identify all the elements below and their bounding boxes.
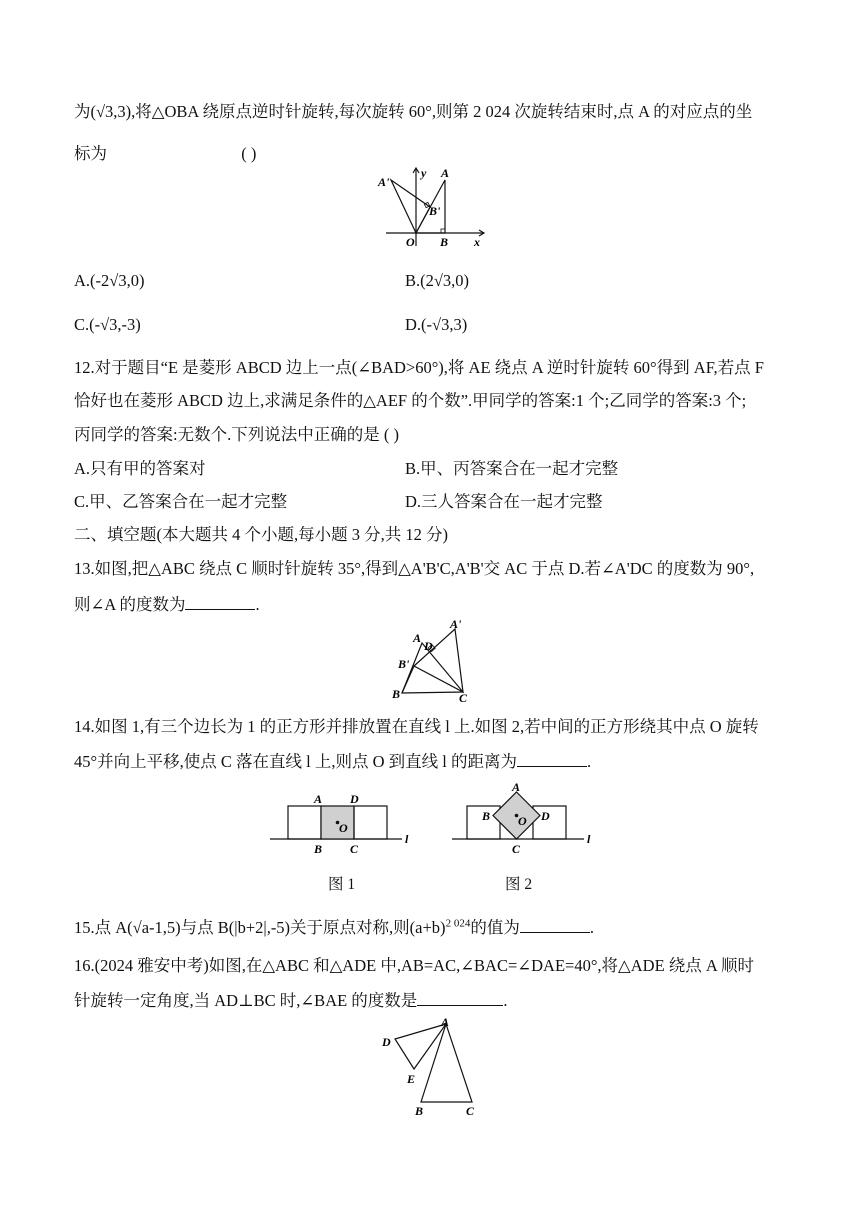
q13-answer-blank[interactable] — [185, 609, 255, 610]
q14-line2-text: 45°并向上平移,使点 C 落在直线 l 上,则点 O 到直线 l 的距离为 — [74, 752, 517, 771]
label-B: B — [314, 842, 323, 856]
q15-text-tail: 的值为 — [470, 918, 520, 937]
q11-answer-paren: ( ) — [241, 144, 257, 163]
label-C: C — [350, 842, 359, 856]
label-A: A — [314, 792, 323, 806]
q12-option-c[interactable]: C.甲、乙答案合在一起才完整 — [74, 492, 288, 511]
q15-text-main: 15.点 A(√a-1,5)与点 B(|b+2|,-5)关于原点对称,则(a+b) — [74, 918, 446, 937]
q11-option-d[interactable]: D.(-√3,3) — [405, 315, 468, 334]
q11-option-c[interactable]: C.(-√3,-3) — [74, 315, 141, 334]
label-D: D — [382, 1035, 391, 1049]
label-O: O — [339, 821, 348, 835]
label-A-prime: A' — [450, 617, 462, 631]
q11-line2-text: 标为 — [74, 144, 107, 163]
q11-option-b[interactable]: B.(2√3,0) — [405, 271, 470, 290]
q12-text-line3: 丙同学的答案:无数个.下列说法中正确的是 ( ) — [74, 425, 399, 444]
q14-answer-blank[interactable] — [517, 766, 587, 767]
q11-text-line2 — [74, 140, 256, 164]
label-l: l — [405, 832, 409, 846]
q12-text-line1: 12.对于题目“E 是菱形 ABCD 边上一点(∠BAD>60°),将 AE 绕点 A 逆时针旋转 60°得到 AF,若点 F — [74, 358, 764, 377]
q16-line2-text: 针旋转一定角度,当 AD⊥BC 时,∠BAE 的度数是 — [74, 991, 418, 1010]
label-B: B — [440, 235, 449, 248]
q13-figure — [386, 614, 478, 709]
label-C: C — [459, 691, 468, 704]
q12-option-a[interactable]: A.只有甲的答案对 — [74, 459, 206, 478]
q14-figure-2 — [450, 782, 600, 865]
label-A-prime: A' — [378, 175, 390, 189]
label-B: B — [392, 687, 401, 701]
q15-answer-blank[interactable] — [520, 932, 590, 933]
q14-text-line1: 14.如图 1,有三个边长为 1 的正方形并排放置在直线 l 上.如图 2,若中间的正方形绕其中点 O 旋转 — [74, 717, 759, 736]
label-B: B — [482, 809, 491, 823]
q14-figure-1 — [268, 790, 418, 865]
label-l: l — [587, 832, 591, 846]
label-B-prime: B' — [429, 204, 441, 218]
q13-text-line1: 13.如图,把△ABC 绕点 C 顺时针旋转 35°,得到△A'B'C,A'B'交 AC 于点 D.若∠A'DC 的度数为 90°, — [74, 559, 755, 578]
section-title-fill-in: 二、填空题(本大题共 4 个小题,每小题 3 分,共 12 分) — [74, 525, 448, 544]
q12-option-b[interactable]: B.甲、丙答案合在一起才完整 — [405, 459, 619, 478]
q14-figure-2-caption: 图 2 — [505, 876, 533, 893]
label-O: O — [518, 814, 527, 828]
q16-text-line2 — [74, 987, 507, 1011]
q14-figure-1-caption: 图 1 — [328, 876, 356, 893]
q12-text-line2: 恰好也在菱形 ABCD 边上,求满足条件的△AEF 的个数”.甲同学的答案:1 个;乙同学的答案:3 个; — [74, 391, 747, 410]
label-A: A — [512, 782, 521, 794]
q14-line2-end: . — [586, 752, 592, 771]
label-x: x — [474, 235, 480, 248]
q13-line2-end: . — [255, 595, 260, 614]
label-C: C — [512, 842, 521, 856]
q11-figure — [372, 162, 492, 253]
label-y: y — [421, 166, 427, 180]
q16-line2-end: . — [503, 991, 508, 1010]
q11-text-line1: 为(√3,3),将△OBA 绕原点逆时针旋转,每次旋转 60°,则第 2 024 次旋转结束时,点 A 的对应点的坐 — [74, 102, 753, 121]
label-A: A — [413, 631, 422, 645]
q16-figure — [378, 1016, 490, 1125]
label-D: D — [541, 809, 550, 823]
q11-option-a[interactable]: A.(-2√3,0) — [74, 271, 145, 290]
label-D: D — [424, 639, 433, 653]
q13-line2-text: 则∠A 的度数为 — [74, 595, 186, 614]
q16-text-line1: 16.(2024 雅安中考)如图,在△ABC 和△ADE 中,AB=AC,∠BAC=∠DAE=40°,将△ADE 绕点 A 顺时 — [74, 956, 755, 975]
label-D: D — [350, 792, 359, 806]
label-C: C — [466, 1104, 475, 1118]
q14-text-line2 — [74, 748, 591, 772]
q13-text-line2 — [74, 591, 260, 615]
label-B-prime: B' — [398, 657, 410, 671]
label-O: O — [406, 235, 415, 248]
label-E: E — [407, 1072, 416, 1086]
label-B: B — [415, 1104, 424, 1118]
q15-exponent: 2 024 — [445, 917, 471, 930]
label-A: A — [441, 1016, 450, 1029]
q16-answer-blank[interactable] — [417, 1005, 503, 1006]
label-A: A — [441, 166, 450, 180]
q15-text-end: . — [589, 918, 594, 937]
q15-text — [74, 914, 594, 938]
q12-option-d[interactable]: D.三人答案合在一起才完整 — [405, 492, 603, 511]
